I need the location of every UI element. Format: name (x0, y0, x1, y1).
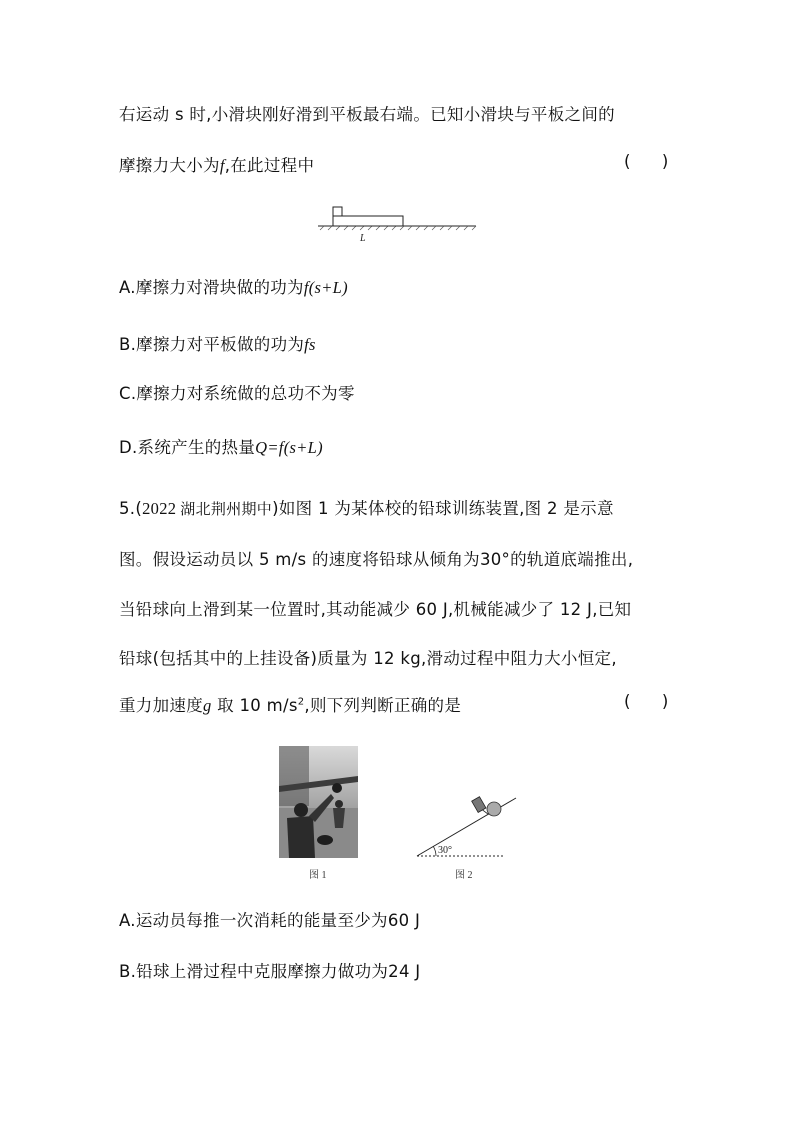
q4-option-b-text: B.摩擦力对平板做的功为 (119, 335, 305, 354)
q4-symbol-f: f (219, 156, 225, 175)
q4-option-c[interactable] (119, 380, 355, 404)
q4-option-a-text: A.摩擦力对滑块做的功为 (119, 278, 304, 297)
q4-stem-line2 (119, 152, 314, 176)
angle-label: 30° (438, 845, 452, 856)
q5-source: 湖北荆州期中 (180, 500, 273, 518)
q5-stem-unit: 取 10 m/s (211, 696, 298, 715)
angle-arc (433, 847, 436, 856)
fig2-caption: 图 2 (455, 870, 473, 881)
q5-option-b[interactable]: B.铅球上滑过程中克服摩擦力做功为24 J (119, 962, 421, 981)
q4-answer-paren: ( ) (624, 152, 669, 171)
q4-option-d-text: D.系统产生的热量 (119, 438, 256, 457)
q5-year: 2022 (142, 499, 177, 518)
q4-board-figure (316, 202, 480, 246)
q4-stem-text: 摩擦力大小为 (119, 156, 220, 175)
length-label: L (360, 233, 366, 244)
q5-photo (279, 746, 358, 858)
q4-option-b[interactable] (119, 331, 316, 355)
q4-option-a-formula: f(s+L) (303, 278, 348, 297)
q5-stem-line5 (119, 692, 461, 716)
plank (333, 216, 403, 226)
q5-superscript: 2 (297, 696, 305, 708)
q5-number: 5.( (119, 499, 143, 518)
q5-stem-text: )如图 1 为某体校的铅球训练装置,图 2 是示意 (272, 499, 614, 518)
shot-ball (487, 802, 501, 816)
q5-symbol-g: g (203, 696, 212, 715)
q5-stem-text: 重力加速度 (119, 696, 203, 715)
small-block (333, 207, 342, 216)
q4-stem-text-end: ,在此过程中 (224, 156, 315, 175)
q4-option-d-formula: Q=f(s+L) (255, 438, 323, 457)
q5-stem-line2: 图。假设运动员以 5 m/s 的速度将铅球从倾角为30°的轨道底端推出, (119, 550, 634, 569)
q4-option-d[interactable] (119, 434, 323, 458)
q4-option-b-formula: fs (304, 335, 316, 354)
q5-stem-line1 (119, 495, 614, 519)
q4-option-a[interactable] (119, 274, 348, 298)
q5-answer-paren: ( ) (624, 692, 669, 711)
fig1-caption: 图 1 (309, 870, 327, 881)
q4-stem-line1: 右运动 s 时,小滑块刚好滑到平板最右端。已知小滑块与平板之间的 (119, 105, 615, 124)
ground-hatching (320, 226, 476, 230)
q4-option-c-text: C.摩擦力对系统做的总功不为零 (119, 384, 355, 403)
q5-stem-line3: 当铅球向上滑到某一位置时,其动能减少 60 J,机械能减少了 12 J,已知 (119, 600, 632, 619)
q5-incline-diagram (412, 790, 522, 862)
q5-option-a[interactable]: A.运动员每推一次消耗的能量至少为60 J (119, 911, 421, 930)
q5-stem-text-end: ,则下列判断正确的是 (304, 696, 462, 715)
q5-stem-line4: 铅球(包括其中的上挂设备)质量为 12 kg,滑动过程中阻力大小恒定, (119, 649, 617, 668)
incline-line (417, 798, 516, 856)
